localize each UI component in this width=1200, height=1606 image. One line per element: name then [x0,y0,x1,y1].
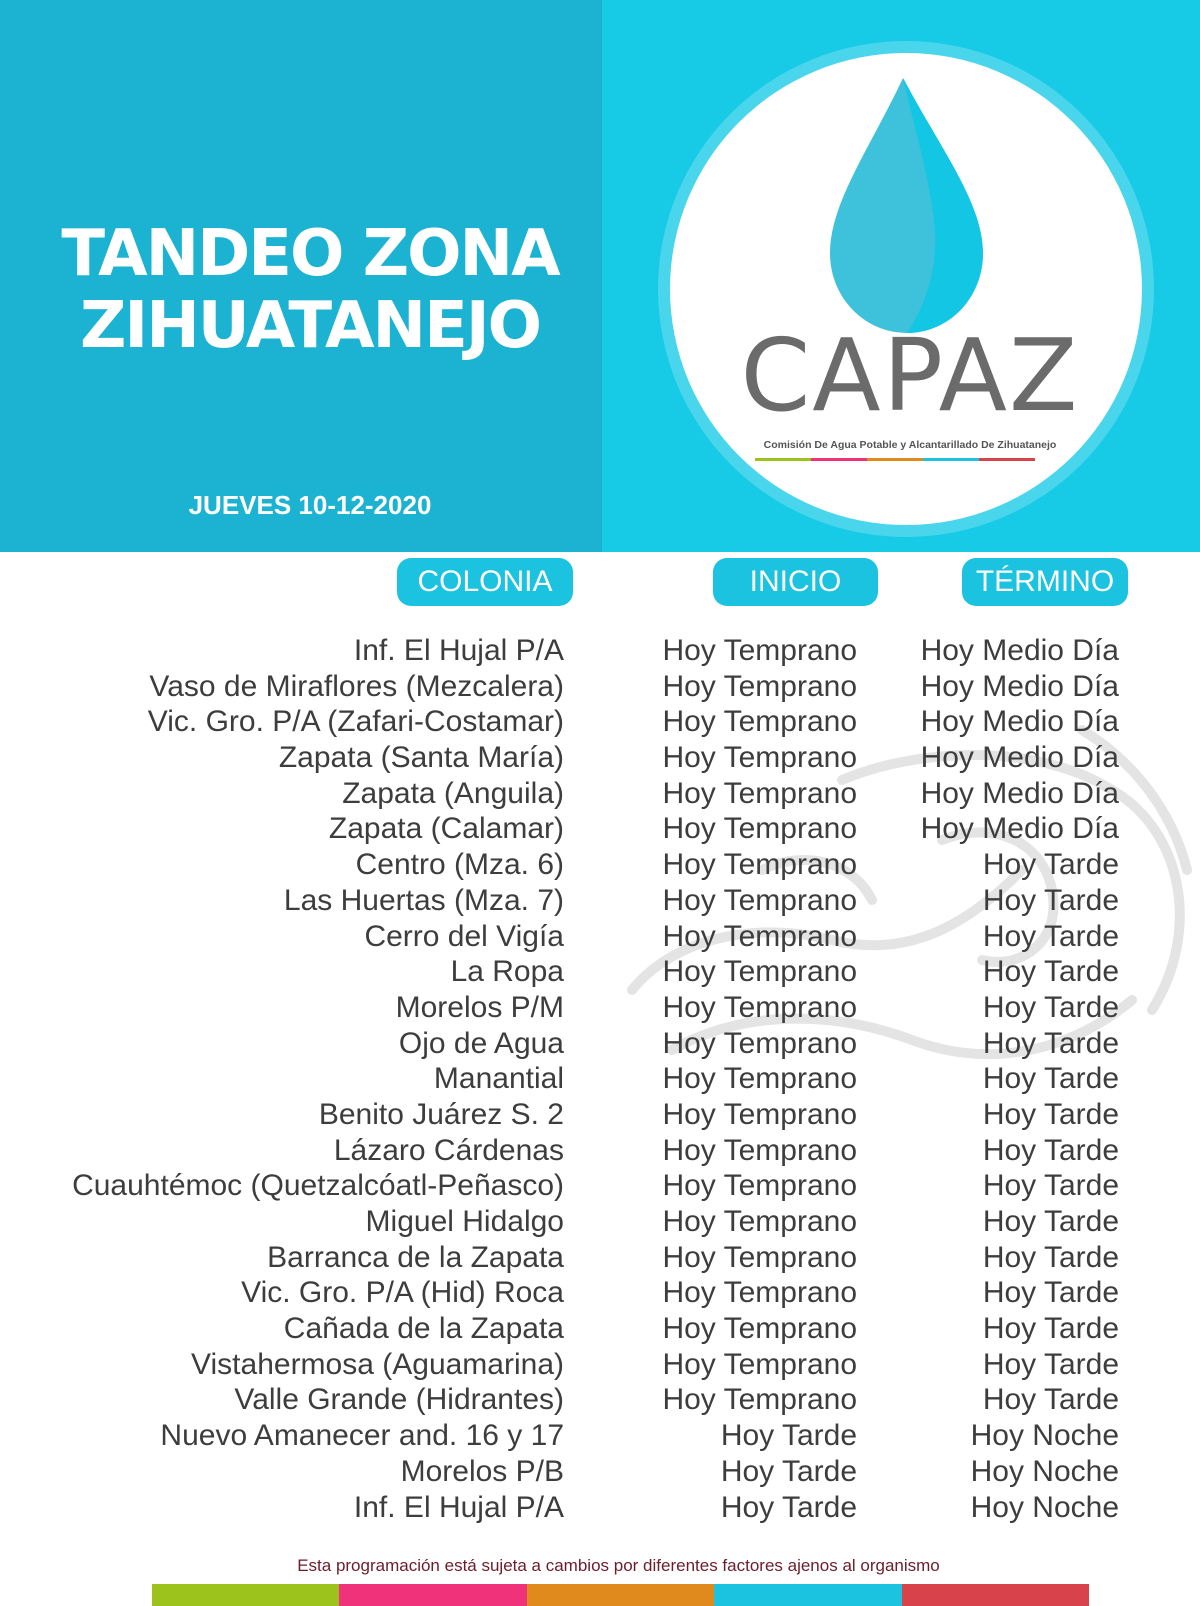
colonia-cell: Vic. Gro. P/A (Hid) Roca [241,1276,564,1310]
column-header-inicio: INICIO [713,558,878,606]
colonia-cell: Nuevo Amanecer and. 16 y 17 [160,1419,564,1453]
inicio-cell: Hoy Temprano [662,883,857,917]
colonia-cell: La Ropa [450,955,564,989]
colonia-cell: Vaso de Miraflores (Mezcalera) [149,669,564,703]
table-row [0,811,1200,847]
schedule-table [0,633,1200,1525]
table-row [0,1275,1200,1311]
inicio-cell: Hoy Temprano [662,705,857,739]
termino-cell: Hoy Noche [970,1454,1119,1488]
colonia-cell: Vistahermosa (Aguamarina) [191,1347,564,1381]
table-row [0,1382,1200,1418]
inicio-cell: Hoy Temprano [662,634,857,667]
table-row [0,990,1200,1026]
inicio-cell: Hoy Temprano [662,776,857,810]
termino-cell: Hoy Tarde [982,848,1119,882]
table-row [0,704,1200,740]
table-row [0,954,1200,990]
termino-cell: Hoy Tarde [982,1062,1119,1096]
table-row [0,1490,1200,1526]
termino-cell: Hoy Tarde [982,1347,1119,1381]
inicio-cell: Hoy Temprano [662,1347,857,1381]
capaz-logo [655,38,1157,540]
table-row [0,740,1200,776]
colonia-cell: Zapata (Anguila) [342,776,564,810]
termino-cell: Hoy Noche [970,1490,1119,1524]
colonia-cell: Cerro del Vigía [364,919,564,953]
termino-cell: Hoy Tarde [982,1097,1119,1131]
colonia-cell: Cuauhtémoc (Quetzalcóatl-Peñasco) [72,1169,564,1203]
colonia-cell: Valle Grande (Hidrantes) [234,1383,564,1417]
inicio-cell: Hoy Tarde [720,1454,857,1488]
colonia-cell: Vic. Gro. P/A (Zafari-Costamar) [147,705,564,739]
table-row [0,1061,1200,1097]
table-row [0,669,1200,705]
table-row [0,1240,1200,1276]
termino-cell: Hoy Tarde [982,883,1119,917]
inicio-cell: Hoy Temprano [662,1240,857,1274]
termino-cell: Hoy Noche [970,1419,1119,1453]
disclaimer-note: Esta programación está sujeta a cambios por diferentes factores ajenos al organismo [297,1556,940,1575]
stripe-segment [902,1584,1089,1606]
termino-cell: Hoy Tarde [982,1133,1119,1167]
header-banner [0,0,1200,552]
colonia-cell: Morelos P/B [400,1454,564,1488]
table-row [0,1311,1200,1347]
termino-cell: Hoy Tarde [982,1276,1119,1310]
colonia-cell: Benito Juárez S. 2 [318,1097,564,1131]
table-row [0,1097,1200,1133]
inicio-cell: Hoy Temprano [662,812,857,846]
stripe-segment [339,1584,526,1606]
inicio-cell: Hoy Temprano [662,1097,857,1131]
inicio-cell: Hoy Temprano [662,1312,857,1346]
logo-subtitle: Comisión De Agua Potable y Alcantarillado De Zihuatanejo [763,439,1057,451]
colonia-cell: Lázaro Cárdenas [333,1133,564,1167]
termino-cell: Hoy Tarde [982,955,1119,989]
header-left-panel [0,0,602,552]
title-line-2: ZIHUATANEJO [79,289,541,363]
title-line-1: TANDEO ZONA [61,217,559,291]
table-row [0,919,1200,955]
colonia-cell: Barranca de la Zapata [267,1240,564,1274]
table-row [0,776,1200,812]
table-row [0,883,1200,919]
stripe-segment [527,1584,714,1606]
colonia-cell: Manantial [433,1062,564,1096]
colonia-cell: Inf. El Hujal P/A [353,1490,564,1524]
colonia-cell: Las Huertas (Mza. 7) [283,883,564,917]
logo-color-stripe [755,458,1035,461]
inicio-cell: Hoy Temprano [662,1276,857,1310]
termino-cell: Hoy Tarde [982,1312,1119,1346]
inicio-cell: Hoy Temprano [662,669,857,703]
table-row [0,1418,1200,1454]
termino-cell: Hoy Tarde [982,1205,1119,1238]
table-row [0,1133,1200,1169]
inicio-cell: Hoy Temprano [662,919,857,953]
stripe-segment [714,1584,901,1606]
termino-cell: Hoy Medio Día [920,634,1119,667]
inicio-cell: Hoy Temprano [662,741,857,775]
colonia-cell: Zapata (Calamar) [328,812,564,846]
colonia-cell: Inf. El Hujal P/A [353,634,564,667]
colonia-cell: Miguel Hidalgo [365,1205,564,1238]
colonia-cell: Centro (Mza. 6) [355,848,564,882]
termino-cell: Hoy Tarde [982,1026,1119,1060]
termino-cell: Hoy Tarde [982,1240,1119,1274]
inicio-cell: Hoy Temprano [662,990,857,1024]
inicio-cell: Hoy Tarde [720,1419,857,1453]
footer-color-stripe [152,1584,1089,1606]
colonia-cell: Cañada de la Zapata [283,1312,564,1346]
inicio-cell: Hoy Temprano [662,1169,857,1203]
stripe-segment [152,1584,339,1606]
table-row [0,1026,1200,1062]
inicio-cell: Hoy Tarde [720,1490,857,1524]
column-header-colonia: COLONIA [397,558,573,606]
table-row [0,1347,1200,1383]
inicio-cell: Hoy Temprano [662,1205,857,1238]
termino-cell: Hoy Tarde [982,919,1119,953]
termino-cell: Hoy Medio Día [920,776,1119,810]
table-row [0,847,1200,883]
termino-cell: Hoy Tarde [982,1383,1119,1417]
inicio-cell: Hoy Temprano [662,1133,857,1167]
page-title [20,218,600,362]
termino-cell: Hoy Medio Día [920,812,1119,846]
table-row [0,1204,1200,1240]
table-row [0,633,1200,669]
termino-cell: Hoy Tarde [982,1169,1119,1203]
table-row [0,1168,1200,1204]
termino-cell: Hoy Medio Día [920,669,1119,703]
termino-cell: Hoy Medio Día [920,705,1119,739]
colonia-cell: Ojo de Agua [398,1026,564,1060]
inicio-cell: Hoy Temprano [662,1026,857,1060]
column-header-termino: TÉRMINO [962,558,1128,606]
schedule-date: JUEVES 10-12-2020 [188,490,432,520]
colonia-cell: Zapata (Santa María) [278,741,564,775]
termino-cell: Hoy Tarde [982,990,1119,1024]
colonia-cell: Morelos P/M [395,990,564,1024]
termino-cell: Hoy Medio Día [920,741,1119,775]
inicio-cell: Hoy Temprano [662,1062,857,1096]
logo-name: CAPAZ [740,317,1080,434]
table-row [0,1454,1200,1490]
inicio-cell: Hoy Temprano [662,1383,857,1417]
inicio-cell: Hoy Temprano [662,955,857,989]
inicio-cell: Hoy Temprano [662,848,857,882]
